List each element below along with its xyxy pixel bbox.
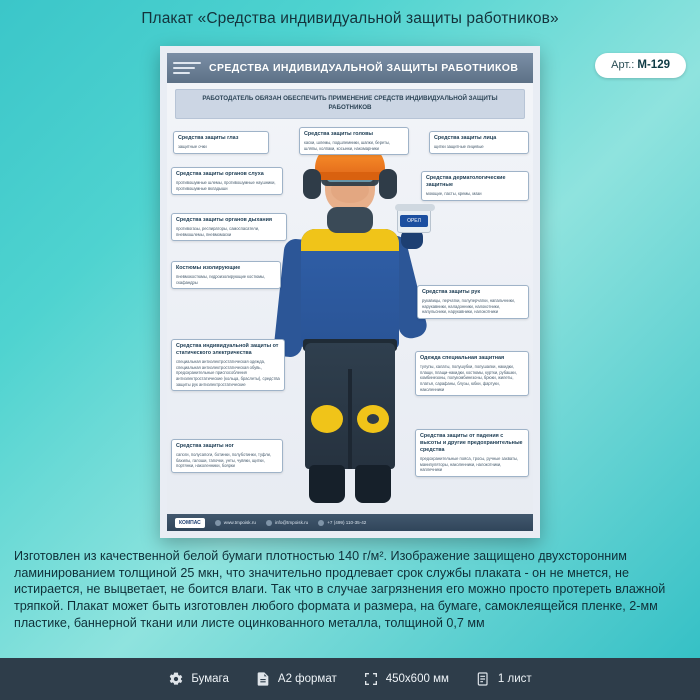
callout-text: противогазы, респираторы, самоспасатели, пневмошлемы, пневмомаски: [176, 225, 260, 237]
sheet-icon: [475, 671, 491, 687]
callout-text: специальная антиэлектростатическая одежда, специальная антиэлектростатическая обувь, предохранительные приспособления антиэлектростатические (кольца, браслеты), средства защиты рук антиэлектростатические: [176, 359, 280, 387]
callout-text: щитки защитные лицевые: [434, 143, 484, 149]
page-title: Плакат «Средства индивидуальной защиты работников»: [141, 10, 559, 27]
paint-can-icon: ОРЕЛ: [397, 207, 431, 233]
poster-footer: [167, 514, 533, 531]
spec-item-material: [168, 671, 229, 687]
article-value: М-129: [637, 59, 670, 71]
resize-icon: [363, 671, 379, 687]
callout-title: Средства дерматологические защитные: [426, 174, 506, 188]
callout-hand-protection: [417, 285, 529, 319]
spec-item-format: [255, 671, 337, 687]
callout-fall-protection: [415, 429, 529, 477]
mail-icon: [266, 520, 272, 526]
poster-subtitle: РАБОТОДАТЕЛЬ ОБЯЗАН ОБЕСПЕЧИТЬ ПРИМЕНЕНИЕ СРЕДСТВ ИНДИВИДУАЛЬНОЙ ЗАЩИТЫ РАБОТНИКОВ: [175, 89, 525, 119]
callout-foot-protection: [171, 439, 283, 473]
callout-text: защитные очки: [178, 143, 207, 149]
worker-illustration: [275, 143, 425, 523]
gear-icon: [168, 671, 184, 687]
poster-header: [167, 53, 533, 83]
callout-title: Средства защиты от падения с высоты и другие предохранительные средства: [420, 432, 523, 453]
callout-text: сапоги, полусапоги, ботинки, полуботинки, туфли, бахилы, галоши, тапочки, унты, чувяки, щитки, портянки, наколенники, боярки: [176, 451, 272, 469]
article-label: Арт.:: [611, 59, 635, 71]
callout-text: предохранительные пояса, тросы, ручные захваты, манипуляторы, наколенники, налокотники, наплечники: [420, 456, 519, 473]
poster-preview[interactable]: [160, 46, 540, 538]
poster-body: [167, 123, 533, 527]
callout-title: Средства защиты лица: [434, 134, 497, 141]
callout-title: Средства защиты рук: [422, 288, 481, 295]
poster-footer-phone: +7 (499) 110-35-42: [318, 520, 366, 526]
callout-text: пневмокостюмы, гидроизолирующие костюмы, скафандры: [176, 273, 266, 285]
callout-title: Средства защиты головы: [304, 130, 374, 137]
callout-title: Средства защиты ног: [176, 442, 234, 449]
spec-label: Бумага: [191, 673, 229, 685]
callout-respiratory: [171, 213, 287, 241]
callout-title: Средства защиты глаз: [178, 134, 239, 141]
callout-title: Костюмы изолирующие: [176, 264, 241, 271]
globe-icon: [215, 520, 221, 526]
spec-label: А2 формат: [277, 673, 337, 685]
poster-footer-site: www.tmpoisk.ru: [215, 520, 256, 526]
menu-icon: [173, 62, 201, 74]
callout-text: моющие, пасты, кремы, мази: [426, 191, 482, 196]
poster-header-title: СРЕДСТВА ИНДИВИДУАЛЬНОЙ ЗАЩИТЫ РАБОТНИКОВ: [209, 62, 519, 74]
callout-text: тулупы, халаты, полушубки, полушалки, накидки, плащи, плащи-накидки, костюмы, куртки, рубашки, комбинезоны, полукомбинезоны, брюки, жилеты, платья, сарафаны, блузы, юбки, фартуки, наколенники: [420, 363, 517, 392]
poster-footer-logo: КОМПАС: [175, 518, 205, 528]
callout-insulating-suits: [171, 261, 281, 289]
callout-title: Средства индивидуальной защиты от статического электричества: [176, 342, 279, 356]
callout-protective-clothing: [415, 351, 529, 396]
poster-inner: [167, 53, 533, 531]
spec-item-quantity: [475, 671, 532, 687]
phone-icon: [318, 520, 324, 526]
spec-label: 1 лист: [497, 673, 532, 685]
article-badge: [595, 53, 686, 78]
callout-face-protection: [429, 131, 529, 154]
callout-text: каски, шлемы, подшлемники, шапки, береты, шляпы, колпаки, косынки, накомарники: [304, 139, 391, 151]
callout-title: Средства защиты органов слуха: [176, 170, 264, 177]
spec-label: 450x600 мм: [385, 673, 449, 685]
product-description: Изготовлен из качественной белой бумаги плотностью 140 г/м². Изображение защищено двухсторонним ламинированием толщиной 25 мкн, что значительно продлевает срок службы плаката - он не мнется, не истирается, не выцветает, не боится влаги. Так что в случае загрязнения его можно просто протереть влажной тряпкой. Плакат может быть изготовлен любого формата и размера, на бумаге, самоклеящейся пленке, 2-мм пластике, баннерной ткани или листе оцинкованного металла, толщиной 0,7 мм: [14, 549, 666, 630]
callout-eye-protection: [173, 131, 269, 154]
callout-hearing-protection: [171, 167, 283, 195]
callout-head-protection: [299, 127, 409, 155]
spec-bar: [0, 658, 700, 700]
callout-antistatic: [171, 339, 285, 391]
callout-text: рукавицы, перчатки, полуперчатки, напальчники, нарукавники, наладонники, налокотники, напульсники, нарукавники, налокотники: [422, 297, 515, 315]
callout-title: Одежда специальная защитная: [420, 354, 505, 361]
poster-footer-email: info@tmpoisk.ru: [266, 520, 308, 526]
callout-title: Средства защиты органов дыхания: [176, 216, 273, 223]
callout-text: противошумные шлемы, противошумные наушники, противошумные вкладыши: [176, 179, 276, 191]
document-icon: [255, 671, 271, 687]
callout-dermatological: [421, 171, 529, 201]
spec-item-size: [363, 671, 449, 687]
